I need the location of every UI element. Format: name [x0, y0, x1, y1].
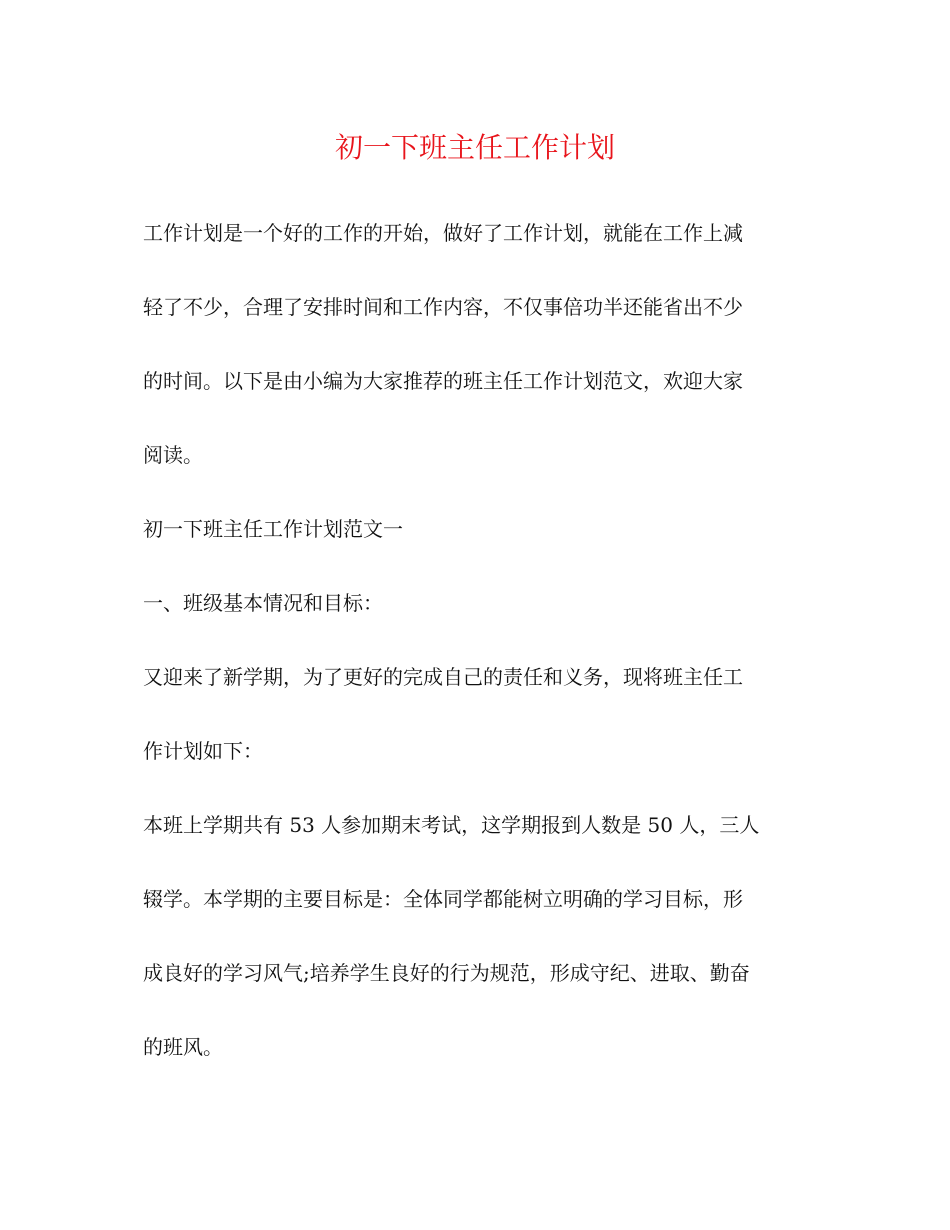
paragraph-line: 作计划如下： — [143, 739, 263, 763]
paragraph-line: 成良好的学习风气;培养学生良好的行为规范，形成守纪、进取、勤奋 — [143, 961, 750, 985]
paragraph-line: 的时间。以下是由小编为大家推荐的班主任工作计划范文，欢迎大家 — [143, 369, 743, 393]
paragraph-line: 又迎来了新学期，为了更好的完成自己的责任和义务，现将班主任工 — [143, 665, 743, 689]
paragraph-line: 阅读。 — [143, 443, 203, 467]
section-heading: 初一下班主任工作计划范文一 — [143, 517, 403, 541]
document-title: 初一下班主任工作计划 — [334, 131, 615, 164]
paragraph-line: 辍学。本学期的主要目标是：全体同学都能树立明确的学习目标，形 — [143, 887, 743, 911]
paragraph-line: 的班风。 — [143, 1035, 223, 1059]
paragraph-line: 轻了不少，合理了安排时间和工作内容，不仅事倍功半还能省出不少 — [143, 295, 743, 319]
paragraph-line: 本班上学期共有 53 人参加期末考试，这学期报到人数是 50 人，三人 — [143, 813, 760, 837]
subsection-heading: 一、班级基本情况和目标： — [143, 591, 383, 615]
paragraph-line: 工作计划是一个好的工作的开始，做好了工作计划，就能在工作上减 — [143, 221, 743, 245]
